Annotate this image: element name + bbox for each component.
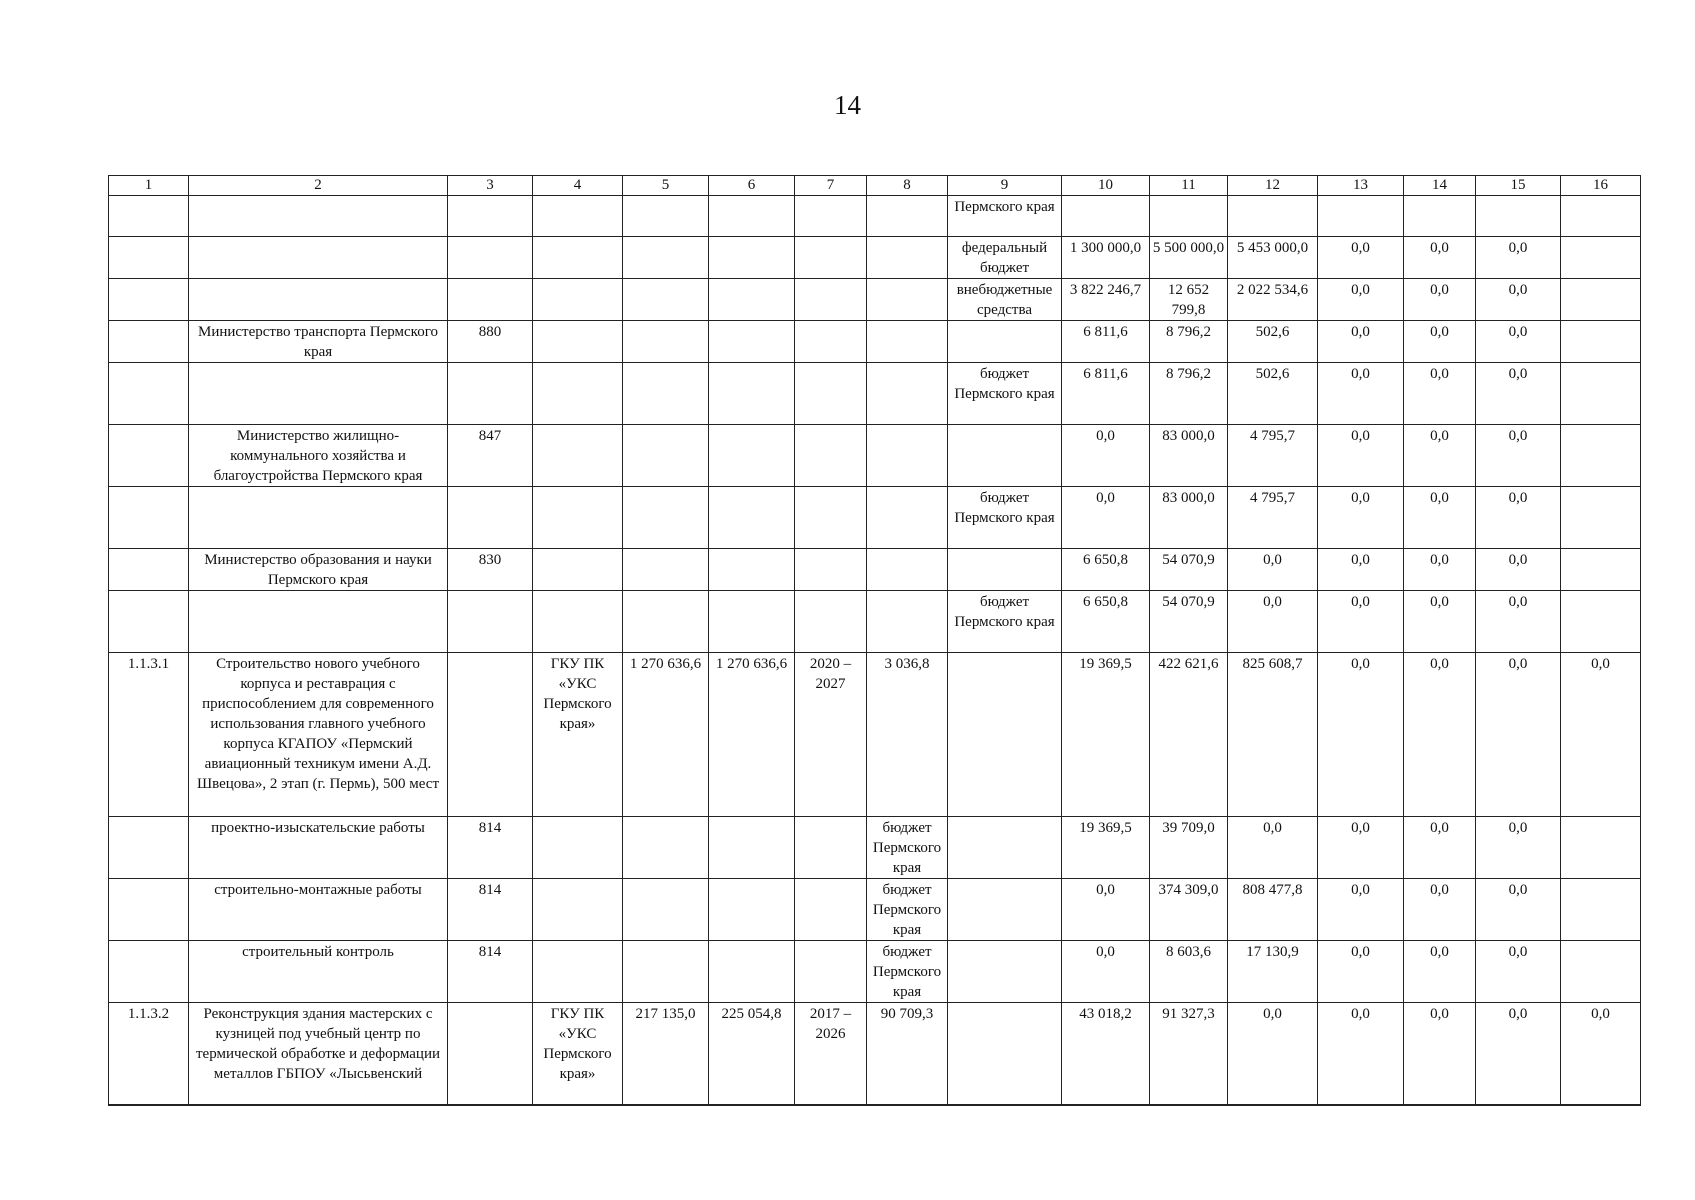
- table-cell: 0,0: [1062, 941, 1150, 1003]
- table-cell: [623, 591, 709, 653]
- table-cell: 1 270 636,6: [709, 653, 795, 817]
- table-cell: 0,0: [1476, 591, 1561, 653]
- table-cell: 83 000,0: [1150, 487, 1228, 549]
- table-cell: 502,6: [1228, 363, 1318, 425]
- table-cell: 830: [448, 549, 533, 591]
- table-cell: 0,0: [1318, 321, 1404, 363]
- table-row: [109, 591, 1641, 653]
- table-cell: [189, 363, 448, 425]
- table-cell: [109, 941, 189, 1003]
- table-cell: [109, 591, 189, 653]
- table-cell: [948, 653, 1062, 817]
- table-cell: [623, 363, 709, 425]
- table-cell: 0,0: [1561, 653, 1641, 817]
- table-cell: 0,0: [1404, 363, 1476, 425]
- table-cell: ГКУ ПК «УКС Пермского края»: [533, 653, 623, 817]
- table-cell: [1062, 196, 1150, 237]
- table-cell: 83 000,0: [1150, 425, 1228, 487]
- table-cell: [948, 321, 1062, 363]
- table-cell: 825 608,7: [1228, 653, 1318, 817]
- table-cell: 422 621,6: [1150, 653, 1228, 817]
- table-cell: [795, 591, 867, 653]
- table-cell: 0,0: [1404, 591, 1476, 653]
- table-cell: 0,0: [1561, 1003, 1641, 1106]
- column-number-cell: 13: [1318, 176, 1404, 196]
- table-cell: [448, 487, 533, 549]
- table-cell: 0,0: [1318, 1003, 1404, 1106]
- table-cell: [1561, 196, 1641, 237]
- table-cell: 0,0: [1318, 279, 1404, 321]
- table-cell: [795, 549, 867, 591]
- table-cell: 1 270 636,6: [623, 653, 709, 817]
- table-cell: [709, 279, 795, 321]
- table-cell: 374 309,0: [1150, 879, 1228, 941]
- table-cell: 39 709,0: [1150, 817, 1228, 879]
- column-number-cell: 11: [1150, 176, 1228, 196]
- table-cell: 0,0: [1062, 425, 1150, 487]
- table-cell: 0,0: [1228, 549, 1318, 591]
- table-cell: 0,0: [1476, 487, 1561, 549]
- table-cell: 3 822 246,7: [1062, 279, 1150, 321]
- table-cell: [709, 817, 795, 879]
- table-cell: 43 018,2: [1062, 1003, 1150, 1106]
- program-financing-table: [108, 175, 1641, 1106]
- table-cell: 6 650,8: [1062, 591, 1150, 653]
- table-cell: 6 811,6: [1062, 321, 1150, 363]
- table-cell: 1 300 000,0: [1062, 237, 1150, 279]
- table-cell: [448, 1003, 533, 1106]
- table-cell: 5 500 000,0: [1150, 237, 1228, 279]
- table-cell: [109, 879, 189, 941]
- table-cell: [948, 817, 1062, 879]
- table-cell: [795, 363, 867, 425]
- table-cell: [1228, 196, 1318, 237]
- table-cell: [448, 363, 533, 425]
- table-row: [109, 425, 1641, 487]
- table-cell: [709, 879, 795, 941]
- table-cell: [623, 487, 709, 549]
- table-cell: [867, 591, 948, 653]
- table-cell: 0,0: [1476, 879, 1561, 941]
- table-cell: 0,0: [1476, 549, 1561, 591]
- table-cell: 0,0: [1318, 549, 1404, 591]
- table-cell: 8 796,2: [1150, 363, 1228, 425]
- table-cell: [1150, 196, 1228, 237]
- table-cell: [109, 549, 189, 591]
- table-cell: 0,0: [1476, 425, 1561, 487]
- table-cell: [1318, 196, 1404, 237]
- column-number-cell: 7: [795, 176, 867, 196]
- table-cell: бюджет Пермского края: [948, 363, 1062, 425]
- table-cell: [948, 425, 1062, 487]
- table-cell: [867, 487, 948, 549]
- table-cell: 17 130,9: [1228, 941, 1318, 1003]
- table-cell: 12 652 799,8: [1150, 279, 1228, 321]
- table-cell: [189, 591, 448, 653]
- table-cell: 0,0: [1476, 237, 1561, 279]
- table-cell: бюджет Пермского края: [867, 941, 948, 1003]
- table-row: [109, 1003, 1641, 1106]
- table-cell: [623, 196, 709, 237]
- table-cell: [1561, 237, 1641, 279]
- table-cell: 0,0: [1404, 321, 1476, 363]
- table-cell: [709, 321, 795, 363]
- table-cell: [109, 363, 189, 425]
- table-row: [109, 279, 1641, 321]
- table-cell: [948, 941, 1062, 1003]
- table-cell: [1561, 321, 1641, 363]
- table-cell: 0,0: [1062, 879, 1150, 941]
- table-cell: бюджет Пермского края: [948, 487, 1062, 549]
- table-cell: [1561, 817, 1641, 879]
- table-row: [109, 487, 1641, 549]
- table-cell: 5 453 000,0: [1228, 237, 1318, 279]
- table-cell: Министерство транспорта Пермского края: [189, 321, 448, 363]
- table-cell: [867, 549, 948, 591]
- table-cell: [623, 321, 709, 363]
- table-cell: 2020 – 2027: [795, 653, 867, 817]
- table-cell: ГКУ ПК «УКС Пермского края»: [533, 1003, 623, 1106]
- table-cell: [1561, 879, 1641, 941]
- table-cell: [709, 425, 795, 487]
- table-cell: 8 603,6: [1150, 941, 1228, 1003]
- column-number-cell: 3: [448, 176, 533, 196]
- table-cell: 225 054,8: [709, 1003, 795, 1106]
- table-cell: 8 796,2: [1150, 321, 1228, 363]
- table-cell: [189, 279, 448, 321]
- table-cell: 0,0: [1318, 363, 1404, 425]
- table-cell: [867, 279, 948, 321]
- table-cell: 814: [448, 941, 533, 1003]
- table-cell: 808 477,8: [1228, 879, 1318, 941]
- table-cell: 2 022 534,6: [1228, 279, 1318, 321]
- column-number-cell: 8: [867, 176, 948, 196]
- table-cell: 0,0: [1228, 1003, 1318, 1106]
- table-row: [109, 363, 1641, 425]
- table-row: [109, 879, 1641, 941]
- table-cell: бюджет Пермского края: [867, 817, 948, 879]
- table-cell: [448, 196, 533, 237]
- table-cell: [109, 279, 189, 321]
- table-cell: [1561, 279, 1641, 321]
- table-row: [109, 653, 1641, 817]
- table-cell: 217 135,0: [623, 1003, 709, 1106]
- column-number-cell: 15: [1476, 176, 1561, 196]
- table-cell: 0,0: [1404, 1003, 1476, 1106]
- table-cell: [448, 653, 533, 817]
- column-number-cell: 14: [1404, 176, 1476, 196]
- table-cell: [1404, 196, 1476, 237]
- table-cell: [533, 237, 623, 279]
- table-cell: 90 709,3: [867, 1003, 948, 1106]
- table-cell: [109, 237, 189, 279]
- table-cell: [867, 363, 948, 425]
- table-cell: 502,6: [1228, 321, 1318, 363]
- table-cell: 0,0: [1476, 817, 1561, 879]
- table-cell: 814: [448, 817, 533, 879]
- table-cell: 19 369,5: [1062, 653, 1150, 817]
- table-cell: 0,0: [1404, 817, 1476, 879]
- table-cell: [795, 425, 867, 487]
- table-cell: 0,0: [1476, 279, 1561, 321]
- table-cell: 91 327,3: [1150, 1003, 1228, 1106]
- table-cell: федеральный бюджет: [948, 237, 1062, 279]
- table-cell: 4 795,7: [1228, 425, 1318, 487]
- table-cell: [867, 196, 948, 237]
- table-cell: Министерство образования и науки Пермского края: [189, 549, 448, 591]
- table-cell: [533, 321, 623, 363]
- table-cell: строительно-монтажные работы: [189, 879, 448, 941]
- table-cell: 0,0: [1318, 591, 1404, 653]
- table-cell: 54 070,9: [1150, 549, 1228, 591]
- table-cell: 0,0: [1476, 941, 1561, 1003]
- table-cell: 0,0: [1318, 941, 1404, 1003]
- table-cell: проектно-изыскательские работы: [189, 817, 448, 879]
- table-cell: 0,0: [1404, 237, 1476, 279]
- table-cell: [709, 487, 795, 549]
- table-cell: [109, 321, 189, 363]
- column-number-cell: 1: [109, 176, 189, 196]
- table-cell: [1561, 363, 1641, 425]
- table-cell: [109, 425, 189, 487]
- table-cell: 0,0: [1228, 817, 1318, 879]
- table-cell: [795, 196, 867, 237]
- table-row: [109, 549, 1641, 591]
- table-cell: 0,0: [1476, 1003, 1561, 1106]
- column-number-row: [109, 176, 1641, 196]
- table-cell: [1561, 591, 1641, 653]
- table-cell: бюджет Пермского края: [948, 591, 1062, 653]
- table-cell: 6 650,8: [1062, 549, 1150, 591]
- table-cell: [867, 425, 948, 487]
- table-cell: Министерство жилищно-коммунального хозяйства и благоустройства Пермского края: [189, 425, 448, 487]
- column-number-cell: 5: [623, 176, 709, 196]
- table-cell: [448, 279, 533, 321]
- table-cell: [623, 279, 709, 321]
- table-cell: [795, 279, 867, 321]
- table-cell: [709, 549, 795, 591]
- table-cell: [709, 941, 795, 1003]
- table-cell: 0,0: [1404, 879, 1476, 941]
- table-row: [109, 817, 1641, 879]
- table-cell: 0,0: [1318, 879, 1404, 941]
- table-cell: [533, 591, 623, 653]
- table-cell: [948, 1003, 1062, 1106]
- table-cell: [623, 425, 709, 487]
- table-cell: [189, 196, 448, 237]
- table-cell: [533, 487, 623, 549]
- table-cell: [709, 363, 795, 425]
- table-cell: [795, 817, 867, 879]
- table-cell: 19 369,5: [1062, 817, 1150, 879]
- table-cell: [623, 817, 709, 879]
- table-cell: [948, 879, 1062, 941]
- table-cell: [795, 941, 867, 1003]
- table-cell: 0,0: [1404, 487, 1476, 549]
- table-cell: 0,0: [1476, 321, 1561, 363]
- table-cell: [533, 363, 623, 425]
- page-number: 14: [834, 90, 861, 120]
- table-cell: [623, 941, 709, 1003]
- table-cell: [1561, 941, 1641, 1003]
- table-cell: 0,0: [1318, 237, 1404, 279]
- table-cell: [533, 879, 623, 941]
- table-row: [109, 321, 1641, 363]
- table-cell: 6 811,6: [1062, 363, 1150, 425]
- table-cell: [189, 487, 448, 549]
- table-row: [109, 196, 1641, 237]
- table-cell: [1561, 549, 1641, 591]
- column-number-cell: 9: [948, 176, 1062, 196]
- table-cell: 0,0: [1404, 941, 1476, 1003]
- table-cell: 0,0: [1476, 653, 1561, 817]
- table-cell: внебюджетные средства: [948, 279, 1062, 321]
- table-cell: 0,0: [1318, 653, 1404, 817]
- table-cell: [533, 425, 623, 487]
- table-cell: бюджет Пермского края: [867, 879, 948, 941]
- table-cell: [795, 879, 867, 941]
- table-cell: 0,0: [1404, 425, 1476, 487]
- table-cell: 0,0: [1404, 653, 1476, 817]
- table-row: [109, 237, 1641, 279]
- table-cell: 0,0: [1228, 591, 1318, 653]
- column-number-cell: 4: [533, 176, 623, 196]
- table-cell: 847: [448, 425, 533, 487]
- table-cell: [623, 549, 709, 591]
- table-cell: [948, 549, 1062, 591]
- table-cell: [448, 591, 533, 653]
- column-number-cell: 16: [1561, 176, 1641, 196]
- column-number-cell: 12: [1228, 176, 1318, 196]
- table-cell: [867, 237, 948, 279]
- table-cell: [795, 321, 867, 363]
- table-cell: [448, 237, 533, 279]
- table-cell: Строительство нового учебного корпуса и реставрация с приспособлением для современного использования главного учебного корпуса КГАПОУ «Пермский авиационный техникум имени А.Д. Швецова», 2 этап (г. Пермь), 500 мест: [189, 653, 448, 817]
- table-cell: [709, 591, 795, 653]
- table-cell: [867, 321, 948, 363]
- table-cell: 0,0: [1318, 425, 1404, 487]
- table-cell: 54 070,9: [1150, 591, 1228, 653]
- table-row: [109, 941, 1641, 1003]
- table-cell: 0,0: [1404, 279, 1476, 321]
- table-cell: [109, 487, 189, 549]
- table-cell: 1.1.3.2: [109, 1003, 189, 1106]
- table-cell: [1561, 425, 1641, 487]
- table-cell: 0,0: [1476, 363, 1561, 425]
- table-cell: 4 795,7: [1228, 487, 1318, 549]
- column-number-cell: 10: [1062, 176, 1150, 196]
- table-cell: строительный контроль: [189, 941, 448, 1003]
- table-cell: [533, 941, 623, 1003]
- table-cell: 814: [448, 879, 533, 941]
- table-cell: 2017 – 2026: [795, 1003, 867, 1106]
- table-cell: 0,0: [1318, 487, 1404, 549]
- table-cell: [533, 817, 623, 879]
- table-cell: [709, 237, 795, 279]
- table-cell: [709, 196, 795, 237]
- table-cell: [1561, 487, 1641, 549]
- column-number-cell: 6: [709, 176, 795, 196]
- table-cell: 880: [448, 321, 533, 363]
- table-cell: [795, 237, 867, 279]
- table-cell: 0,0: [1062, 487, 1150, 549]
- table-cell: [533, 196, 623, 237]
- table-cell: [109, 196, 189, 237]
- table-cell: [623, 237, 709, 279]
- table-cell: 0,0: [1404, 549, 1476, 591]
- table-cell: Реконструкция здания мастерских с кузницей под учебный центр по термической обработке и деформации металлов ГБПОУ «Лысьвенский: [189, 1003, 448, 1106]
- table-cell: [109, 817, 189, 879]
- table-cell: [189, 237, 448, 279]
- table-cell: 3 036,8: [867, 653, 948, 817]
- table-cell: [623, 879, 709, 941]
- table-cell: [795, 487, 867, 549]
- table-cell: [533, 549, 623, 591]
- table-cell: Пермского края: [948, 196, 1062, 237]
- table-cell: 0,0: [1318, 817, 1404, 879]
- table-cell: [1476, 196, 1561, 237]
- column-number-cell: 2: [189, 176, 448, 196]
- table-cell: [533, 279, 623, 321]
- table-cell: 1.1.3.1: [109, 653, 189, 817]
